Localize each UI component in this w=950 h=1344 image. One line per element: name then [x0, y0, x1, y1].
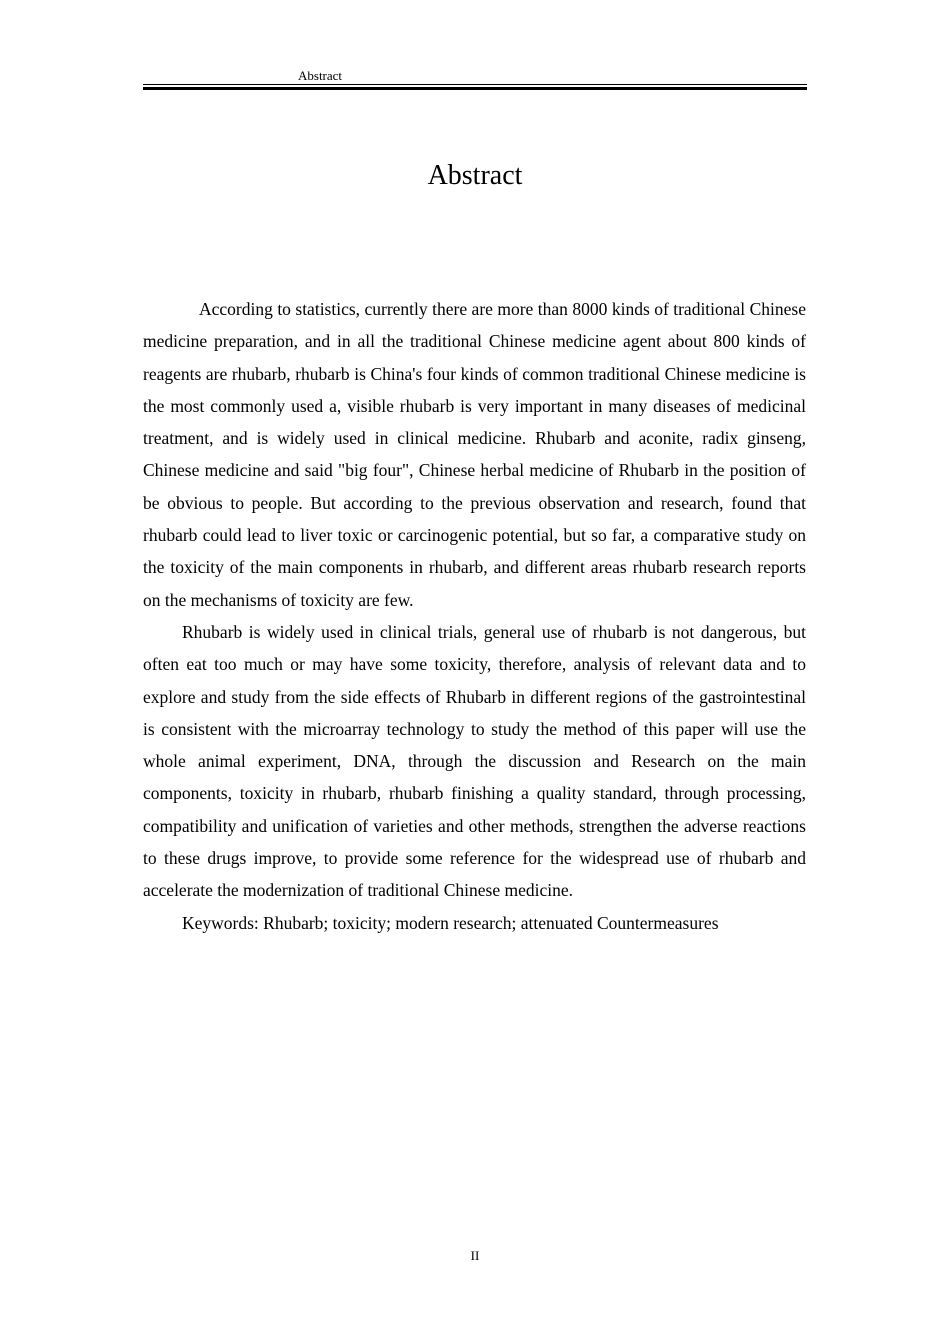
- abstract-paragraph-1: According to statistics, currently there are more than 8000 kinds of traditional Chinese medicine preparation, and in all the traditional Chinese medicine agent about 800 kinds of reagents are rhubarb, rhubarb is China's four kinds of common traditional Chinese medicine is the most commonly used a, visible rhubarb is very important in many diseases of medicinal treatment, and is widely used in clinical medicine. Rhubarb and aconite, radix ginseng, Chinese medicine and said "big four", Chinese herbal medicine of Rhubarb in the position of be obvious to people. But according to the previous observation and research, found that rhubarb could lead to liver toxic or carcinogenic potential, but so far, a comparative study on the toxicity of the main components in rhubarb, and different areas rhubarb research reports on the mechanisms of toxicity are few.: [143, 299, 806, 610]
- header-rule-thick: [143, 87, 807, 90]
- page-number: II: [470, 1248, 480, 1263]
- abstract-body: [143, 293, 806, 939]
- running-header: Abstract: [298, 68, 343, 83]
- keywords-line: Keywords: Rhubarb; toxicity; modern research; attenuated Countermeasures: [182, 912, 719, 933]
- abstract-paragraph-2: Rhubarb is widely used in clinical trials, general use of rhubarb is not dangerous, but often eat too much or may have some toxicity, therefore, analysis of relevant data and to explore and study from the side effects of Rhubarb in different regions of the gastrointestinal is consistent with the microarray technology to study the method of this paper will use the whole animal experiment, DNA, through the discussion and Research on the main components, toxicity in rhubarb, rhubarb finishing a quality standard, through processing, compatibility and unification of varieties and other methods, strengthen the adverse reactions to these drugs improve, to provide some reference for the widespread use of rhubarb and accelerate the modernization of traditional Chinese medicine.: [143, 621, 806, 901]
- header-rule-thin: [143, 84, 807, 85]
- page-title: Abstract: [427, 160, 523, 191]
